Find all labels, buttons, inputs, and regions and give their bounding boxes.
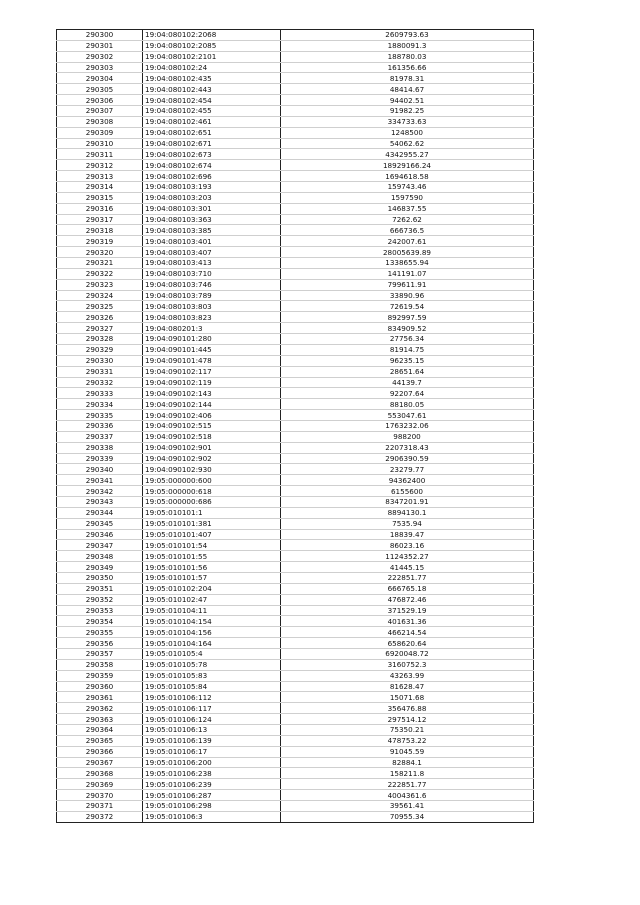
table-row (57, 572, 534, 583)
cadastral-number-cell: 19:04:080102:24 (143, 62, 281, 73)
table-row (57, 334, 534, 345)
value-cell: 834909.52 (281, 323, 534, 334)
table-row (57, 540, 534, 551)
row-number-cell: 290332 (57, 377, 143, 388)
value-cell: 666765.18 (281, 583, 534, 594)
table-row (57, 475, 534, 486)
value-cell: 2609793.63 (281, 30, 534, 41)
row-number-cell: 290321 (57, 258, 143, 269)
cadastral-number-cell: 19:05:010104:164 (143, 638, 281, 649)
table-row (57, 442, 534, 453)
value-cell: 2906390.59 (281, 453, 534, 464)
value-cell: 91045.59 (281, 746, 534, 757)
row-number-cell: 290354 (57, 616, 143, 627)
value-cell: 39561.41 (281, 801, 534, 812)
value-cell: 28651.64 (281, 366, 534, 377)
row-number-cell: 290372 (57, 811, 143, 822)
table-row (57, 40, 534, 51)
value-cell: 141191.07 (281, 268, 534, 279)
table-row (57, 51, 534, 62)
value-cell: 8894130.1 (281, 507, 534, 518)
row-number-cell: 290357 (57, 648, 143, 659)
cadastral-number-cell: 19:05:010106:239 (143, 779, 281, 790)
cadastral-value-table (56, 29, 534, 823)
cadastral-number-cell: 19:05:010106:124 (143, 714, 281, 725)
table-row (57, 290, 534, 301)
row-number-cell: 290364 (57, 725, 143, 736)
cadastral-number-cell: 19:05:010101:54 (143, 540, 281, 551)
value-cell: 146837.55 (281, 203, 534, 214)
table-row (57, 106, 534, 117)
table-row (57, 268, 534, 279)
cadastral-number-cell: 19:05:010101:1 (143, 507, 281, 518)
row-number-cell: 290323 (57, 279, 143, 290)
cadastral-number-cell: 19:05:010106:117 (143, 703, 281, 714)
value-cell: 94402.51 (281, 95, 534, 106)
row-number-cell: 290360 (57, 681, 143, 692)
value-cell: 222851.77 (281, 572, 534, 583)
value-cell: 91982.25 (281, 106, 534, 117)
table-row (57, 203, 534, 214)
cadastral-number-cell: 19:04:080102:461 (143, 116, 281, 127)
cadastral-number-cell: 19:04:080103:789 (143, 290, 281, 301)
table-row (57, 496, 534, 507)
table-row (57, 779, 534, 790)
row-number-cell: 290348 (57, 551, 143, 562)
cadastral-number-cell: 19:04:080102:455 (143, 106, 281, 117)
row-number-cell: 290349 (57, 562, 143, 573)
value-cell: 96235.15 (281, 355, 534, 366)
table-row (57, 648, 534, 659)
table-row (57, 605, 534, 616)
row-number-cell: 290312 (57, 160, 143, 171)
value-cell: 81628.47 (281, 681, 534, 692)
cadastral-number-cell: 19:05:010105:4 (143, 648, 281, 659)
value-cell: 92207.64 (281, 388, 534, 399)
cadastral-number-cell: 19:05:010102:204 (143, 583, 281, 594)
cadastral-number-cell: 19:04:080103:363 (143, 214, 281, 225)
value-cell: 553047.61 (281, 410, 534, 421)
cadastral-number-cell: 19:05:010105:83 (143, 670, 281, 681)
value-cell: 81978.31 (281, 73, 534, 84)
value-cell: 1763232.06 (281, 420, 534, 431)
cadastral-number-cell: 19:05:010101:407 (143, 529, 281, 540)
row-number-cell: 290355 (57, 627, 143, 638)
table-row (57, 377, 534, 388)
cadastral-number-cell: 19:04:080103:710 (143, 268, 281, 279)
row-number-cell: 290330 (57, 355, 143, 366)
table-row (57, 236, 534, 247)
row-number-cell: 290358 (57, 659, 143, 670)
value-cell: 28005639.89 (281, 247, 534, 258)
value-cell: 44139.7 (281, 377, 534, 388)
value-cell: 43263.99 (281, 670, 534, 681)
row-number-cell: 290352 (57, 594, 143, 605)
table-row (57, 725, 534, 736)
table-row (57, 735, 534, 746)
value-cell: 7262.62 (281, 214, 534, 225)
row-number-cell: 290343 (57, 496, 143, 507)
value-cell: 6155600 (281, 486, 534, 497)
cadastral-number-cell: 19:04:080102:674 (143, 160, 281, 171)
cadastral-number-cell: 19:05:010101:55 (143, 551, 281, 562)
cadastral-number-cell: 19:05:010101:57 (143, 572, 281, 583)
cadastral-number-cell: 19:05:010106:3 (143, 811, 281, 822)
row-number-cell: 290314 (57, 182, 143, 193)
value-cell: 6920048.72 (281, 648, 534, 659)
table-row (57, 551, 534, 562)
row-number-cell: 290337 (57, 431, 143, 442)
table-row (57, 171, 534, 182)
value-cell: 159743.46 (281, 182, 534, 193)
value-cell: 334733.63 (281, 116, 534, 127)
value-cell: 72619.54 (281, 301, 534, 312)
value-cell: 1597590 (281, 192, 534, 203)
table-row (57, 670, 534, 681)
row-number-cell: 290362 (57, 703, 143, 714)
row-number-cell: 290311 (57, 149, 143, 160)
table-row (57, 399, 534, 410)
cadastral-number-cell: 19:05:010104:11 (143, 605, 281, 616)
table-row (57, 160, 534, 171)
table-row (57, 768, 534, 779)
row-number-cell: 290338 (57, 442, 143, 453)
row-number-cell: 290335 (57, 410, 143, 421)
table-row (57, 692, 534, 703)
value-cell: 82884.1 (281, 757, 534, 768)
table-row (57, 486, 534, 497)
table-row (57, 507, 534, 518)
row-number-cell: 290366 (57, 746, 143, 757)
row-number-cell: 290300 (57, 30, 143, 41)
cadastral-number-cell: 19:04:090102:144 (143, 399, 281, 410)
row-number-cell: 290336 (57, 420, 143, 431)
value-cell: 4004361.6 (281, 790, 534, 801)
cadastral-number-cell: 19:04:080103:401 (143, 236, 281, 247)
table-row (57, 464, 534, 475)
table-row (57, 247, 534, 258)
table-row (57, 616, 534, 627)
table-row (57, 84, 534, 95)
cadastral-number-cell: 19:05:010106:139 (143, 735, 281, 746)
table-row (57, 659, 534, 670)
cadastral-number-cell: 19:05:000000:686 (143, 496, 281, 507)
table-row (57, 583, 534, 594)
cadastral-number-cell: 19:05:000000:600 (143, 475, 281, 486)
table-row (57, 366, 534, 377)
row-number-cell: 290369 (57, 779, 143, 790)
value-cell: 222851.77 (281, 779, 534, 790)
value-cell: 86023.16 (281, 540, 534, 551)
table-row (57, 529, 534, 540)
row-number-cell: 290303 (57, 62, 143, 73)
cadastral-number-cell: 19:04:090102:119 (143, 377, 281, 388)
row-number-cell: 290307 (57, 106, 143, 117)
table-row (57, 681, 534, 692)
table-row (57, 638, 534, 649)
cadastral-number-cell: 19:04:080103:413 (143, 258, 281, 269)
value-cell: 18839.47 (281, 529, 534, 540)
value-cell: 161356.66 (281, 62, 534, 73)
value-cell: 1694618.58 (281, 171, 534, 182)
table-row (57, 703, 534, 714)
value-cell: 2207318.43 (281, 442, 534, 453)
value-cell: 94362400 (281, 475, 534, 486)
cadastral-number-cell: 19:04:080102:673 (143, 149, 281, 160)
cadastral-number-cell: 19:04:080102:2101 (143, 51, 281, 62)
cadastral-number-cell: 19:05:000000:618 (143, 486, 281, 497)
row-number-cell: 290368 (57, 768, 143, 779)
cadastral-number-cell: 19:04:080103:803 (143, 301, 281, 312)
table-row (57, 355, 534, 366)
value-cell: 892997.59 (281, 312, 534, 323)
row-number-cell: 290367 (57, 757, 143, 768)
cadastral-number-cell: 19:04:090102:930 (143, 464, 281, 475)
value-cell: 18929166.24 (281, 160, 534, 171)
row-number-cell: 290331 (57, 366, 143, 377)
table-row (57, 594, 534, 605)
cadastral-number-cell: 19:05:010106:287 (143, 790, 281, 801)
row-number-cell: 290334 (57, 399, 143, 410)
row-number-cell: 290317 (57, 214, 143, 225)
cadastral-number-cell: 19:04:090101:478 (143, 355, 281, 366)
table-row (57, 214, 534, 225)
cadastral-number-cell: 19:05:010106:238 (143, 768, 281, 779)
row-number-cell: 290315 (57, 192, 143, 203)
value-cell: 242007.61 (281, 236, 534, 247)
value-cell: 799611.91 (281, 279, 534, 290)
cadastral-number-cell: 19:05:010101:381 (143, 518, 281, 529)
value-cell: 3160752.3 (281, 659, 534, 670)
cadastral-number-cell: 19:05:010105:78 (143, 659, 281, 670)
cadastral-number-cell: 19:04:080102:454 (143, 95, 281, 106)
row-number-cell: 290344 (57, 507, 143, 518)
row-number-cell: 290304 (57, 73, 143, 84)
cadastral-number-cell: 19:04:080102:435 (143, 73, 281, 84)
cadastral-number-cell: 19:05:010106:112 (143, 692, 281, 703)
row-number-cell: 290333 (57, 388, 143, 399)
value-cell: 4342955.27 (281, 149, 534, 160)
value-cell: 356476.88 (281, 703, 534, 714)
table-row (57, 410, 534, 421)
table-row (57, 420, 534, 431)
row-number-cell: 290313 (57, 171, 143, 182)
value-cell: 33890.96 (281, 290, 534, 301)
table-row (57, 562, 534, 573)
row-number-cell: 290346 (57, 529, 143, 540)
cadastral-number-cell: 19:04:080103:823 (143, 312, 281, 323)
table-row (57, 95, 534, 106)
row-number-cell: 290347 (57, 540, 143, 551)
value-cell: 988200 (281, 431, 534, 442)
table-row (57, 746, 534, 757)
row-number-cell: 290306 (57, 95, 143, 106)
table-row (57, 312, 534, 323)
table-row (57, 801, 534, 812)
value-cell: 27756.34 (281, 334, 534, 345)
table-row (57, 138, 534, 149)
row-number-cell: 290319 (57, 236, 143, 247)
row-number-cell: 290320 (57, 247, 143, 258)
value-cell: 666736.5 (281, 225, 534, 236)
value-cell: 48414.67 (281, 84, 534, 95)
row-number-cell: 290363 (57, 714, 143, 725)
cadastral-number-cell: 19:04:080102:2085 (143, 40, 281, 51)
value-cell: 41445.15 (281, 562, 534, 573)
row-number-cell: 290356 (57, 638, 143, 649)
cadastral-number-cell: 19:04:090102:117 (143, 366, 281, 377)
cadastral-number-cell: 19:04:090102:143 (143, 388, 281, 399)
table-row (57, 30, 534, 41)
row-number-cell: 290341 (57, 475, 143, 486)
cadastral-number-cell: 19:04:090101:445 (143, 344, 281, 355)
cadastral-number-cell: 19:04:080103:746 (143, 279, 281, 290)
table-row (57, 323, 534, 334)
row-number-cell: 290340 (57, 464, 143, 475)
row-number-cell: 290342 (57, 486, 143, 497)
table-row (57, 431, 534, 442)
cadastral-number-cell: 19:04:080103:301 (143, 203, 281, 214)
value-cell: 188780.03 (281, 51, 534, 62)
row-number-cell: 290324 (57, 290, 143, 301)
value-cell: 54062.62 (281, 138, 534, 149)
table-row (57, 790, 534, 801)
row-number-cell: 290318 (57, 225, 143, 236)
cadastral-number-cell: 19:05:010106:17 (143, 746, 281, 757)
row-number-cell: 290365 (57, 735, 143, 746)
value-cell: 371529.19 (281, 605, 534, 616)
cadastral-number-cell: 19:04:080103:203 (143, 192, 281, 203)
table-row (57, 344, 534, 355)
value-cell: 1880091.3 (281, 40, 534, 51)
cadastral-number-cell: 19:05:010106:200 (143, 757, 281, 768)
row-number-cell: 290328 (57, 334, 143, 345)
row-number-cell: 290345 (57, 518, 143, 529)
cadastral-number-cell: 19:05:010105:84 (143, 681, 281, 692)
value-cell: 8347201.91 (281, 496, 534, 507)
value-cell: 478753.22 (281, 735, 534, 746)
row-number-cell: 290308 (57, 116, 143, 127)
table-row (57, 301, 534, 312)
value-cell: 23279.77 (281, 464, 534, 475)
table-row (57, 62, 534, 73)
table-row (57, 225, 534, 236)
row-number-cell: 290353 (57, 605, 143, 616)
table-row (57, 811, 534, 822)
cadastral-number-cell: 19:04:080102:443 (143, 84, 281, 95)
row-number-cell: 290305 (57, 84, 143, 95)
value-cell: 15071.68 (281, 692, 534, 703)
cadastral-number-cell: 19:04:080103:385 (143, 225, 281, 236)
cadastral-number-cell: 19:04:080102:651 (143, 127, 281, 138)
table-row (57, 73, 534, 84)
cadastral-number-cell: 19:04:090102:515 (143, 420, 281, 431)
row-number-cell: 290309 (57, 127, 143, 138)
table-row (57, 182, 534, 193)
cadastral-number-cell: 19:04:090102:406 (143, 410, 281, 421)
row-number-cell: 290326 (57, 312, 143, 323)
cadastral-number-cell: 19:04:090102:901 (143, 442, 281, 453)
cadastral-number-cell: 19:05:010104:154 (143, 616, 281, 627)
value-cell: 1248500 (281, 127, 534, 138)
cadastral-number-cell: 19:05:010101:56 (143, 562, 281, 573)
row-number-cell: 290371 (57, 801, 143, 812)
table-row (57, 127, 534, 138)
table-row (57, 714, 534, 725)
cadastral-number-cell: 19:04:080103:407 (143, 247, 281, 258)
cadastral-number-cell: 19:05:010106:13 (143, 725, 281, 736)
cadastral-number-cell: 19:04:090101:280 (143, 334, 281, 345)
table-row (57, 192, 534, 203)
cadastral-number-cell: 19:04:090102:902 (143, 453, 281, 464)
table-row (57, 453, 534, 464)
row-number-cell: 290339 (57, 453, 143, 464)
row-number-cell: 290329 (57, 344, 143, 355)
value-cell: 658620.64 (281, 638, 534, 649)
value-cell: 88180.05 (281, 399, 534, 410)
cadastral-number-cell: 19:04:080102:696 (143, 171, 281, 182)
row-number-cell: 290310 (57, 138, 143, 149)
row-number-cell: 290316 (57, 203, 143, 214)
cadastral-number-cell: 19:04:080102:2068 (143, 30, 281, 41)
table-row (57, 388, 534, 399)
table-row (57, 258, 534, 269)
value-cell: 297514.12 (281, 714, 534, 725)
cadastral-number-cell: 19:05:010106:298 (143, 801, 281, 812)
row-number-cell: 290302 (57, 51, 143, 62)
table-row (57, 518, 534, 529)
row-number-cell: 290351 (57, 583, 143, 594)
table-row (57, 116, 534, 127)
row-number-cell: 290350 (57, 572, 143, 583)
cadastral-number-cell: 19:05:010102:47 (143, 594, 281, 605)
value-cell: 401631.36 (281, 616, 534, 627)
table-row (57, 279, 534, 290)
value-cell: 1124352.27 (281, 551, 534, 562)
row-number-cell: 290322 (57, 268, 143, 279)
value-cell: 81914.75 (281, 344, 534, 355)
cadastral-number-cell: 19:04:080201:3 (143, 323, 281, 334)
value-cell: 466214.54 (281, 627, 534, 638)
table-row (57, 757, 534, 768)
row-number-cell: 290359 (57, 670, 143, 681)
table-row (57, 627, 534, 638)
cadastral-number-cell: 19:05:010104:156 (143, 627, 281, 638)
value-cell: 75350.21 (281, 725, 534, 736)
row-number-cell: 290325 (57, 301, 143, 312)
cadastral-number-cell: 19:04:090102:518 (143, 431, 281, 442)
value-cell: 476872.46 (281, 594, 534, 605)
table-body (57, 30, 534, 823)
value-cell: 70955.34 (281, 811, 534, 822)
row-number-cell: 290301 (57, 40, 143, 51)
row-number-cell: 290327 (57, 323, 143, 334)
value-cell: 158211.8 (281, 768, 534, 779)
row-number-cell: 290370 (57, 790, 143, 801)
cadastral-number-cell: 19:04:080102:671 (143, 138, 281, 149)
row-number-cell: 290361 (57, 692, 143, 703)
value-cell: 1338655.94 (281, 258, 534, 269)
value-cell: 7535.94 (281, 518, 534, 529)
table-row (57, 149, 534, 160)
cadastral-number-cell: 19:04:080103:193 (143, 182, 281, 193)
